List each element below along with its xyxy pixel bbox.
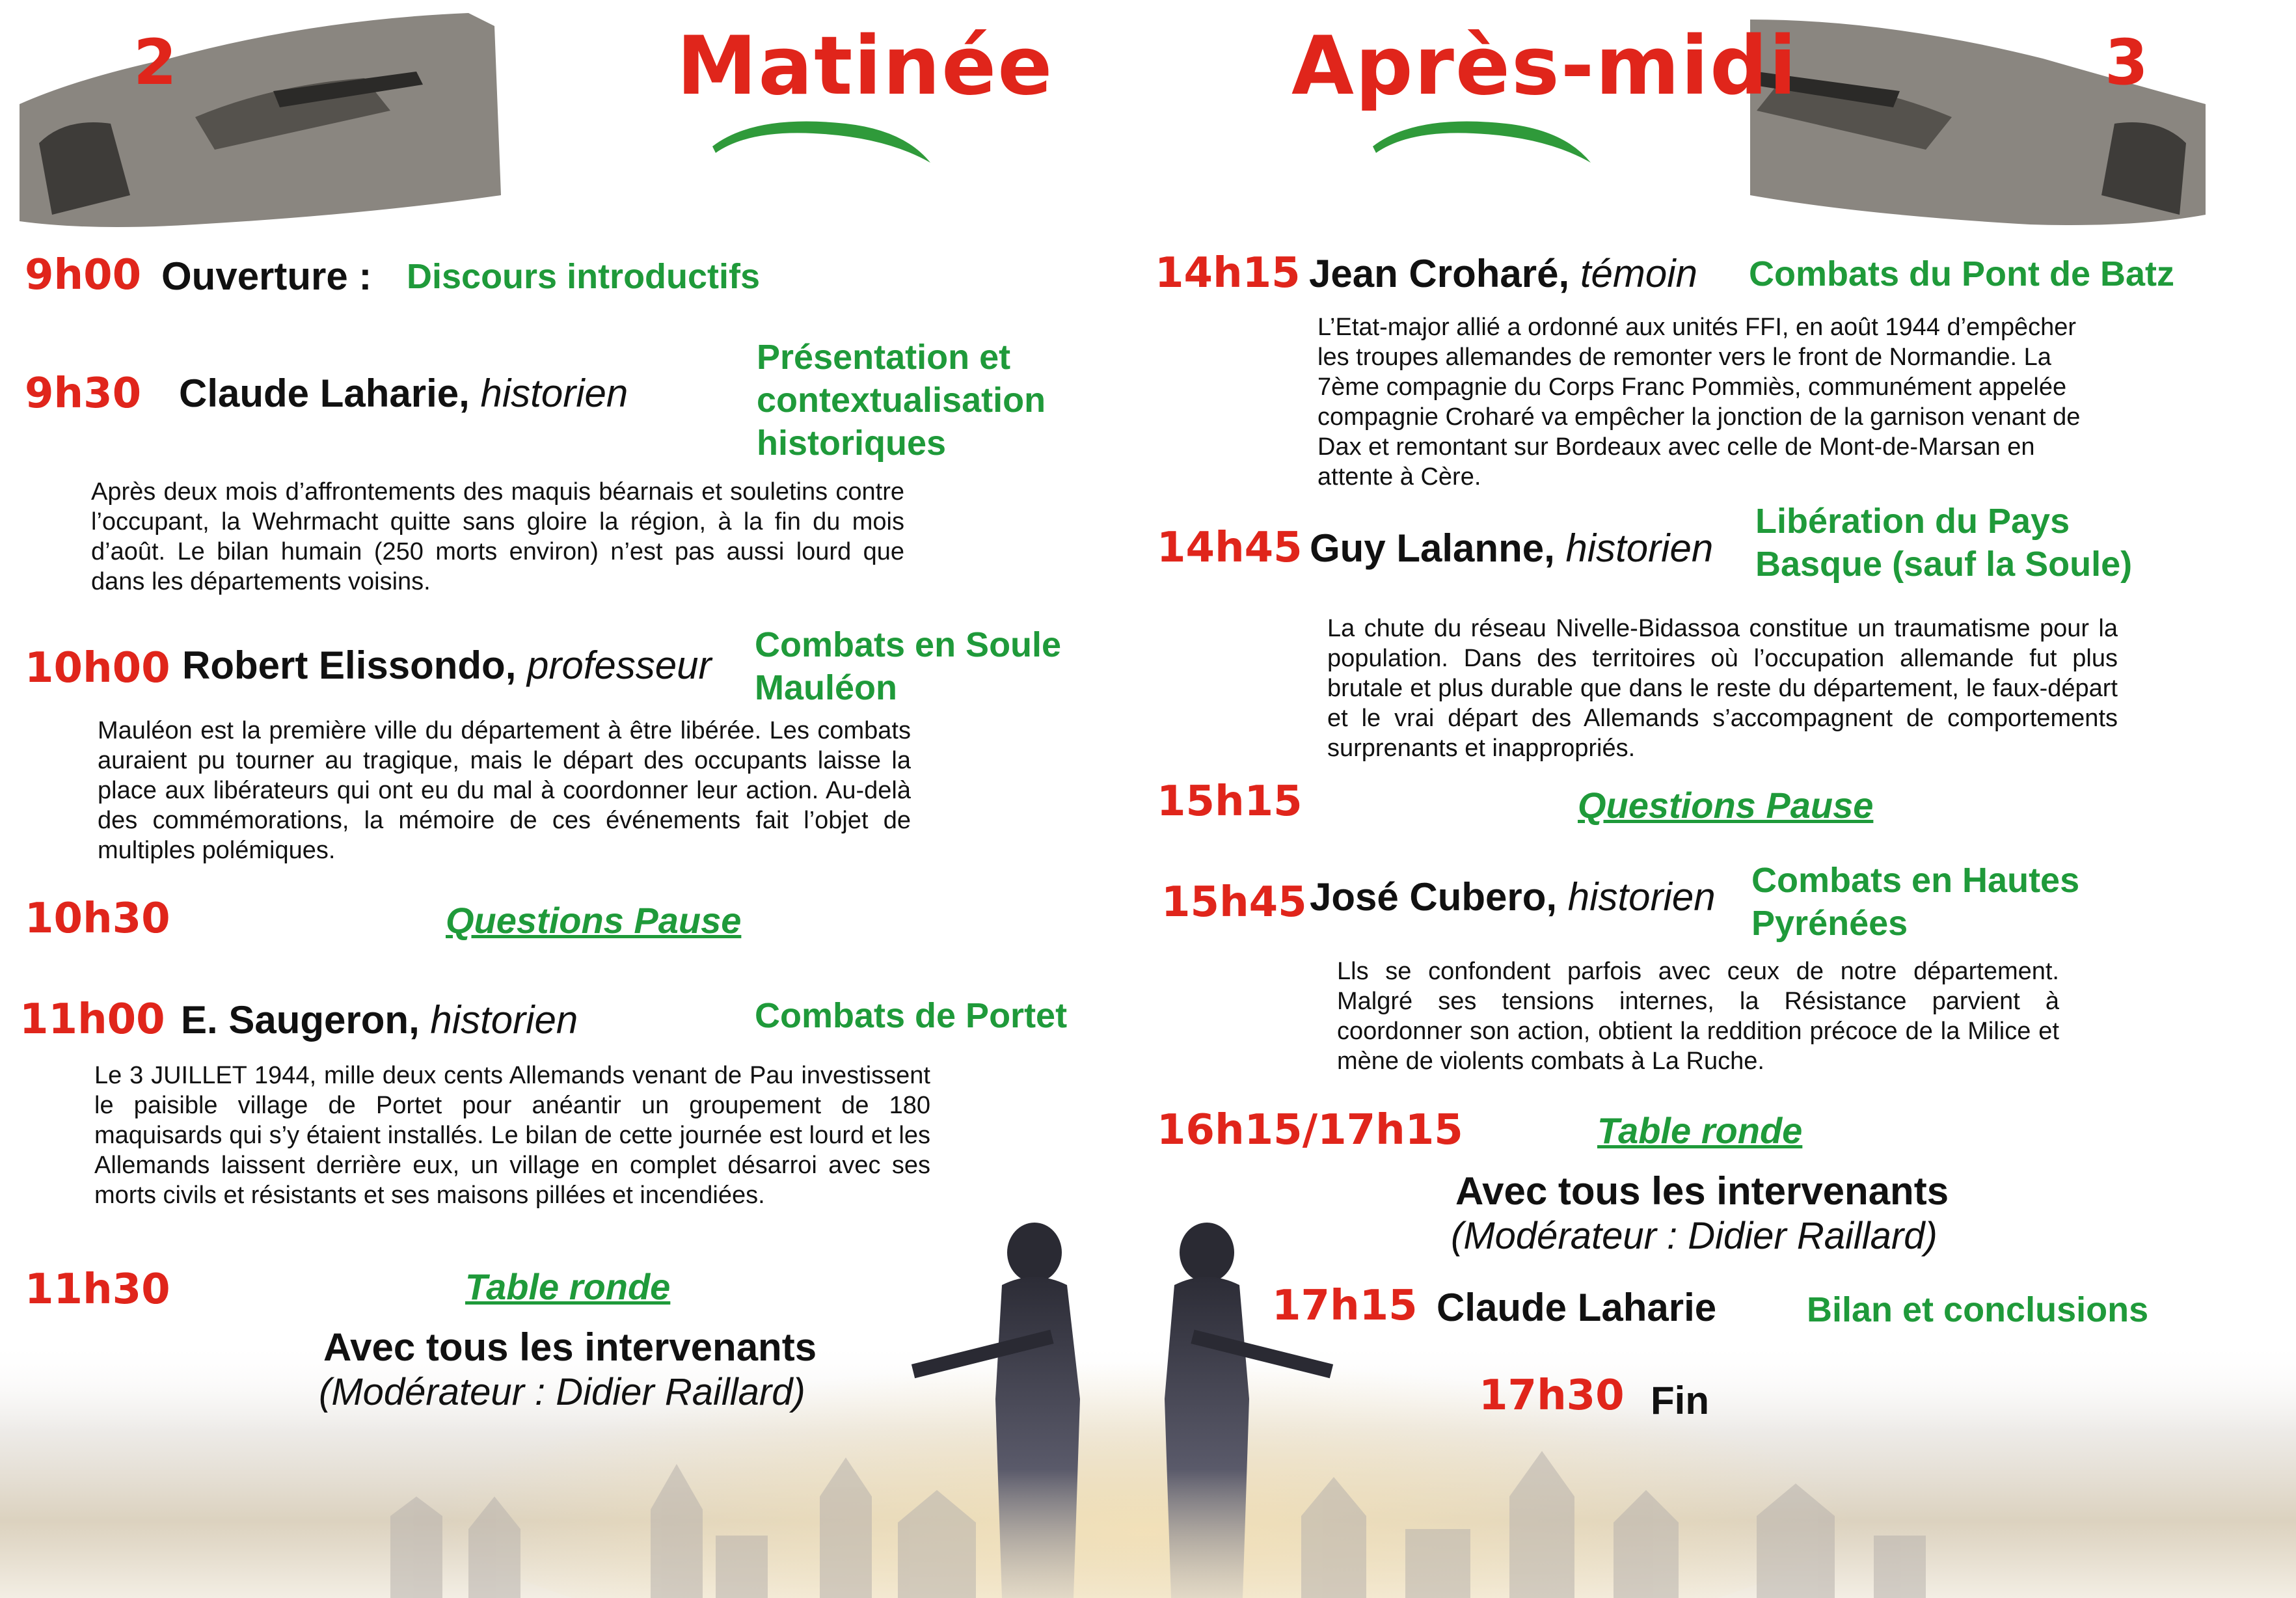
round-table-label: Table ronde (465, 1266, 671, 1307)
speaker-role: professeur (527, 643, 712, 687)
heading-apres-midi: Après-midi (1291, 20, 1798, 113)
round-table-moderator: (Modérateur : Didier Raillard) (319, 1371, 805, 1413)
time-label: 11h30 (25, 1266, 170, 1314)
speaker (179, 371, 628, 416)
session-topic: Présentation et contextualisation historiques (757, 338, 1046, 463)
speaker-name: Robert Elissondo, (182, 643, 517, 687)
round-table-participants: Avec tous les intervenants (323, 1325, 817, 1369)
time-label: 15h45 (1161, 878, 1307, 927)
closing-label: Fin (1651, 1379, 1709, 1422)
session-description: La chute du réseau Nivelle-Bidassoa constitue un traumatisme pour la population. Dans des territoires où l’occupation allemande fut plus brutale et plus durable que dans le reste du département, le faux-départ et le vrai départ des Allemands s’accompagnent de comportements surprenants et inappropriés. (1327, 615, 2118, 762)
session-description: Le 3 JUILLET 1944, mille deux cents Allemands venant de Pau investissent le paisible village de Portet pour anéantir un groupement de 180 maquisards qui s’y étaient installés. Le bilan de cette journée est lourd et les Allemands laissent derrière eux, un village en complet désarroi avec ses morts civils et résistants et ses maisons pillées et incendiées. (94, 1062, 930, 1209)
time-label: 10h30 (25, 895, 170, 943)
speaker-role: historien (480, 372, 628, 415)
session-description: Lls se confondent parfois avec ceux de notre département. Malgré ses tensions internes, la Résistance parvient à coordonner son action, obtient la reddition précoce de la Milice et mène de violents combats à La Ruche. (1337, 958, 2059, 1075)
session-description: Après deux mois d’affrontements des maquis béarnais et souletins contre l’occupant, la Wehrmacht quitte sans gloire la région, à la fin du mois d’août. Le bilan humain (250 morts environ) n’est pas aussi lourd que dans les départements voisins. (91, 478, 904, 595)
time-label: 16h15/17h15 (1157, 1106, 1463, 1154)
speaker-name: Claude Laharie (1437, 1286, 1717, 1329)
session-topic: Bilan et conclusions (1807, 1290, 2149, 1329)
session-topic: Discours introductifs (407, 257, 761, 296)
speaker-name: E. Saugeron, (181, 998, 420, 1042)
round-table-label: Table ronde (1597, 1110, 1803, 1151)
heading-matinee: Matinée (677, 20, 1054, 113)
speaker-name: José Cubero, (1310, 875, 1558, 919)
speaker-name: Guy Lalanne, (1310, 526, 1555, 570)
session-description: L’Etat-major allié a ordonné aux unités FFI, en août 1944 d’empêcher les troupes allemandes de remonter vers le front de Normandie. La 7ème compagnie du Corps Franc Pommiès, communément appelée compagnie Croharé va empêcher la jonction de la garnison venant de Dax et remontant sur Bordeaux avec celle de Mont-de-Marsan en attente à Cère. (1317, 314, 2081, 491)
round-table-participants: Avec tous les intervenants (1455, 1169, 1949, 1213)
session-topic: Combats du Pont de Batz (1749, 254, 2175, 293)
speaker (1437, 1285, 1716, 1330)
session-topic: Libération du Pays Basque (sauf la Soule) (1755, 502, 2133, 584)
time-label: 9h00 (25, 251, 142, 299)
round-table-moderator: (Modérateur : Didier Raillard) (1451, 1215, 1938, 1257)
questions-pause-label: Questions Pause (446, 900, 742, 941)
speaker-name: Jean Croharé, (1309, 252, 1570, 295)
time-label: 15h15 (1157, 778, 1303, 826)
speaker-role: historien (1565, 526, 1714, 570)
session-opening (161, 254, 371, 299)
session-description: Mauléon est la première ville du département à être libérée. Les combats auraient pu tourner au tragique, mais le départ des occupants laisse la place aux libérateurs qui ont eu du mal à coordonner leur action. Au-delà des commémorations, la mémoire de ces événements fait l’objet de multiples polémiques. (98, 717, 911, 864)
time-label: 14h15 (1155, 249, 1301, 297)
time-label: 17h15 (1272, 1282, 1418, 1330)
session-topic: Combats en Soule Mauléon (755, 625, 1062, 707)
page-number-left: 2 (133, 26, 177, 99)
session-topic: Combats en Hautes Pyrénées (1751, 861, 2080, 943)
speaker-name: Ouverture : (161, 254, 372, 298)
speaker-role: témoin (1580, 252, 1697, 295)
session-topic: Combats de Portet (755, 996, 1068, 1035)
speaker (1310, 874, 1716, 919)
time-label: 9h30 (25, 370, 142, 418)
speaker (181, 997, 578, 1042)
speaker (1309, 251, 1697, 296)
time-label: 10h00 (25, 644, 170, 692)
speaker (1310, 526, 1713, 571)
time-label: 14h45 (1157, 524, 1303, 572)
questions-pause-label: Questions Pause (1578, 785, 1874, 826)
speaker-role: historien (1567, 875, 1716, 919)
speaker-name: Claude Laharie, (179, 372, 470, 415)
page-number-right: 3 (2105, 26, 2148, 99)
speaker-role: historien (430, 998, 578, 1042)
time-label: 11h00 (20, 995, 165, 1044)
speaker (182, 643, 712, 688)
time-label: 17h30 (1479, 1372, 1625, 1420)
